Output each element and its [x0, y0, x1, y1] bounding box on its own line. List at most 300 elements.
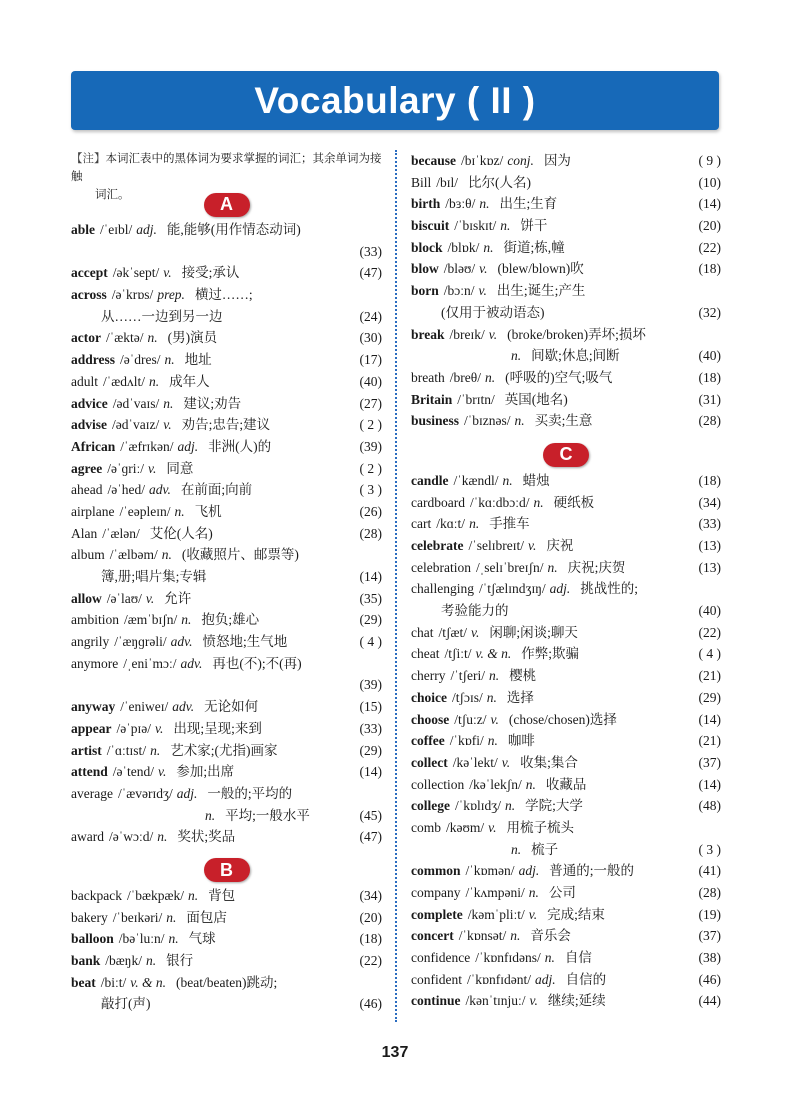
section-badge-c: C	[543, 443, 589, 467]
entry-phonetic: /ˈkɒfi/	[449, 733, 484, 749]
entry-word: company	[411, 885, 461, 900]
entry-phonetic: /kəmˈpliːt/	[467, 906, 525, 922]
entry-list-b-left	[71, 885, 382, 1015]
entry-row	[411, 709, 721, 731]
entry-phonetic: /əˈlaʊ/	[106, 590, 142, 606]
entry-definition: 收集;集合	[520, 754, 578, 770]
entry-continuation	[71, 241, 382, 263]
entry-page: (37)	[698, 754, 721, 770]
entry-word: break	[411, 326, 445, 342]
entry-definition: 面包店	[186, 909, 227, 925]
entry-page: (29)	[698, 689, 721, 705]
entry-definition: 能,能够(用作情态动词)	[166, 222, 301, 237]
entry-definition: 接受;承认	[181, 265, 240, 281]
entry-phonetic: /bɪˈkɒz/	[461, 153, 504, 168]
entry-continuation	[71, 993, 382, 1015]
entry-pos: n.	[469, 516, 480, 532]
entry-definition: 街道;栋,幢	[503, 239, 565, 255]
entry-page: (48)	[698, 798, 721, 814]
entry-page: (15)	[359, 699, 382, 715]
entry-definition: 普通的;一般的	[549, 863, 634, 879]
entry-definition: 梳子	[531, 841, 559, 857]
entry-page: (24)	[359, 308, 382, 324]
entry-row	[411, 470, 721, 492]
entry-phonetic: /ˈbækpæk/	[126, 887, 184, 903]
entry-row	[411, 410, 721, 432]
entry-row	[71, 761, 382, 783]
entry-row	[71, 479, 382, 501]
entry-definition: 奖状;奖品	[177, 829, 236, 845]
entry-word: comb	[411, 819, 441, 835]
entry-word: complete	[411, 906, 463, 922]
entry-definition: 艾伦(人名)	[149, 525, 213, 541]
entry-word: bakery	[71, 909, 108, 925]
entry-definition: 英国(地名)	[504, 391, 568, 407]
entry-word: advice	[71, 395, 108, 411]
entry-pos: n.	[486, 689, 497, 705]
entry-phonetic: /əkˈsept/	[112, 265, 160, 281]
entry-phonetic: /ˈbrɪtn/	[457, 391, 495, 407]
entry-word: ahead	[71, 482, 103, 498]
entry-definition: 庆祝;庆贺	[567, 559, 626, 575]
entry-pos: v.	[528, 906, 538, 922]
entry-row	[71, 783, 382, 805]
entry-page: (38)	[698, 950, 721, 966]
entry-word: Alan	[71, 525, 98, 541]
entry-page: (47)	[359, 829, 382, 845]
entry-phonetic: /kənˈtɪnjuː/	[465, 993, 526, 1009]
entry-pos: v.	[163, 417, 172, 433]
entry-phonetic: /bɔːn/	[443, 283, 475, 299]
entry-word: accept	[71, 265, 108, 281]
entry-word: anyway	[71, 699, 116, 715]
entry-definition: 允许	[164, 590, 192, 606]
entry-row	[71, 609, 382, 631]
entry-pos: n.	[510, 928, 521, 944]
entry-row	[411, 990, 721, 1012]
entry-page: (41)	[698, 863, 721, 879]
entry-phonetic: /ˈkɒlɪdʒ/	[454, 798, 502, 814]
entry-page: (18)	[698, 369, 721, 385]
entry-row	[71, 544, 382, 566]
entry-pos: n.	[505, 798, 516, 814]
entry-phonetic: /ˈbeɪkəri/	[112, 909, 163, 925]
entry-row	[411, 258, 721, 280]
entry-pos: v. & n.	[130, 974, 167, 990]
entry-definition: 买卖;生意	[534, 413, 593, 429]
entry-pos: n.	[500, 218, 511, 234]
entry-word: attend	[71, 764, 108, 780]
entry-word: adult	[71, 373, 98, 389]
entry-row	[411, 643, 721, 665]
section-c	[411, 440, 721, 470]
entry-definition: 挑战性的;	[580, 581, 639, 597]
entry-page: (45)	[359, 807, 382, 823]
entry-list-a	[71, 219, 382, 848]
note-label: 【注】	[71, 153, 106, 165]
entry-phonetic: /bɜːθ/	[445, 196, 476, 212]
entry-phonetic: /breɪk/	[449, 326, 485, 342]
entry-page: (29)	[359, 612, 382, 628]
note-line2: 词汇。	[95, 189, 130, 201]
entry-pos: n.	[174, 503, 185, 519]
entry-page: (27)	[359, 395, 382, 411]
entry-row	[71, 284, 382, 306]
entry-page: (14)	[359, 569, 382, 584]
note	[71, 150, 382, 201]
entry-pos: v. & n.	[475, 646, 512, 662]
entry-pos: n.	[163, 395, 174, 411]
entry-word: blow	[411, 261, 439, 277]
entry-row	[411, 389, 721, 411]
entry-page: (22)	[698, 239, 721, 255]
entry-continuation	[71, 674, 382, 696]
entry-pos: v.	[147, 460, 157, 476]
entry-pos: v.	[479, 261, 488, 277]
entry-word: breath	[411, 369, 445, 385]
entry-page: ( 9 )	[698, 153, 721, 168]
entry-row	[71, 653, 382, 675]
entry-word: agree	[71, 460, 103, 476]
entry-pos: n.	[157, 829, 168, 845]
entry-list-c	[411, 470, 721, 1012]
entry-definition: 闲聊;闲谈;聊天	[489, 624, 578, 640]
entry-phonetic: /ədˈvaɪz/	[112, 417, 160, 433]
entry-row	[411, 237, 721, 259]
entry-word: concert	[411, 928, 454, 944]
entry-phonetic: /tʃiːt/	[444, 646, 472, 662]
entry-row	[71, 501, 382, 523]
entry-word: average	[71, 785, 113, 801]
entry-pos: adv.	[172, 699, 195, 715]
entry-page: (13)	[698, 538, 721, 553]
entry-phonetic: /ˈeəpleɪn/	[119, 503, 171, 519]
entry-definition: 一般的;平均的	[207, 785, 293, 801]
entry-definition: 气球	[188, 931, 216, 947]
entry-row	[411, 774, 721, 796]
entry-phonetic: /ˈæŋɡrəli/	[114, 634, 167, 650]
entry-definition: 簿,册;唱片集;专辑	[101, 569, 207, 584]
entry-row	[411, 795, 721, 817]
entry-phonetic: /əˈtend/	[112, 764, 154, 780]
entry-row	[71, 523, 382, 545]
entry-pos: adv.	[148, 482, 171, 498]
entry-definition: 选择	[506, 689, 534, 705]
entry-word: biscuit	[411, 218, 450, 234]
entry-phonetic: /əˈpɪə/	[116, 720, 151, 736]
entry-phonetic: /əˈwɔːd/	[108, 829, 154, 845]
entry-pos: n.	[488, 668, 500, 684]
entry-pos: n.	[511, 348, 522, 364]
entry-definition: 作弊;欺骗	[521, 646, 579, 662]
entry-definition: (chose/chosen)选择	[508, 711, 617, 727]
entry-phonetic: /kəˈlekt/	[452, 754, 498, 770]
entry-definition: 学院;大学	[525, 798, 583, 814]
entry-definition: 银行	[166, 953, 194, 968]
entry-row	[71, 436, 382, 458]
entry-pos: conj.	[507, 153, 534, 168]
entry-definition: 背包	[208, 887, 236, 903]
entry-phonetic: /tʃɔɪs/	[452, 689, 483, 705]
entry-definition: (blew/blown)吹	[497, 261, 584, 277]
entry-pos: n.	[181, 612, 192, 628]
entry-page: (19)	[698, 906, 721, 922]
entry-continuation	[71, 306, 382, 328]
entry-definition: 同意	[166, 460, 194, 476]
entry-phonetic: /bləʊ/	[443, 261, 476, 277]
entry-page: (35)	[359, 590, 382, 606]
entry-page: (22)	[359, 953, 382, 968]
entry-phonetic: /ˈtʃeri/	[450, 668, 485, 684]
entry-phonetic: /ˌselɪˈbreɪʃn/	[475, 559, 544, 575]
entry-continuation	[411, 839, 721, 861]
entry-definition: (呼吸的)空气;吸气	[505, 369, 613, 385]
entry-definition: 蜡烛	[522, 472, 550, 488]
entry-page: (40)	[698, 603, 721, 619]
entry-pos: adj.	[136, 222, 157, 237]
entry-row	[411, 860, 721, 882]
entry-phonetic: /bɪl/	[436, 174, 459, 190]
entry-definition: 因为	[543, 153, 571, 168]
entry-row	[71, 696, 382, 718]
entry-definition: 庆祝	[546, 538, 574, 553]
entry-word: cart	[411, 516, 432, 532]
entry-word: airplane	[71, 503, 115, 519]
entry-row	[71, 262, 382, 284]
entry-row	[411, 557, 721, 579]
entry-word: confidence	[411, 950, 471, 966]
entry-page: ( 4 )	[359, 634, 382, 650]
entry-row	[411, 687, 721, 709]
entry-word: block	[411, 239, 443, 255]
entry-pos: adv.	[170, 634, 193, 650]
entry-page: (40)	[698, 348, 721, 364]
entry-word: backpack	[71, 887, 122, 903]
entry-phonetic: /bəˈluːn/	[118, 931, 165, 947]
entry-row	[411, 150, 721, 172]
entry-phonetic: /æmˈbɪʃn/	[124, 612, 178, 628]
entry-word: ambition	[71, 612, 119, 628]
entry-continuation	[71, 566, 382, 588]
entry-word: coffee	[411, 733, 445, 749]
entry-phonetic: /ˈævərɪdʒ/	[117, 785, 173, 801]
entry-phonetic: /ˈædʌlt/	[103, 373, 146, 389]
entry-page: (21)	[698, 733, 721, 749]
entry-word: continue	[411, 993, 461, 1009]
entry-word: African	[71, 438, 116, 454]
entry-row	[71, 972, 382, 994]
entry-word: angrily	[71, 634, 110, 650]
entry-page: (31)	[698, 391, 721, 407]
entry-page: (33)	[359, 720, 382, 736]
entry-row	[411, 367, 721, 389]
entry-word: address	[71, 352, 116, 368]
entry-row	[71, 414, 382, 436]
entry-pos: n.	[187, 887, 199, 903]
entry-row	[411, 193, 721, 215]
entry-page: (46)	[698, 971, 721, 987]
entry-phonetic: /ˈeɪbl/	[100, 222, 133, 237]
entry-page: (34)	[698, 494, 721, 510]
entry-definition: 手推车	[489, 516, 530, 532]
entry-word: bank	[71, 953, 101, 968]
entry-page: (14)	[698, 776, 721, 792]
entry-word: beat	[71, 974, 96, 990]
entry-row	[71, 718, 382, 740]
entry-page: ( 3 )	[698, 841, 721, 857]
entry-pos: n.	[502, 472, 513, 488]
entry-row	[71, 950, 382, 972]
entry-word: cardboard	[411, 494, 465, 510]
entry-phonetic: /bæŋk/	[105, 953, 142, 968]
entry-phonetic: /ˈæfrɪkən/	[120, 438, 174, 454]
entry-pos: v.	[154, 720, 164, 736]
entry-page: (18)	[698, 261, 721, 277]
entry-row	[71, 631, 382, 653]
entry-pos: n.	[547, 559, 558, 575]
entry-row	[71, 458, 382, 480]
entry-page: ( 2 )	[359, 460, 382, 476]
left-column	[71, 150, 382, 1015]
entry-page: (17)	[359, 352, 382, 368]
entry-pos: v.	[488, 819, 497, 835]
entry-phonetic: /ˈselɪbreɪt/	[468, 538, 524, 553]
entry-phonetic: /biːt/	[100, 974, 127, 990]
entry-word: business	[411, 413, 460, 429]
entry-pos: n.	[145, 953, 157, 968]
entry-page: (28)	[698, 413, 721, 429]
entry-page: ( 2 )	[359, 417, 382, 433]
entry-page: ( 4 )	[698, 646, 721, 662]
entry-definition: 抱负;雄心	[201, 612, 260, 628]
entry-word: Bill	[411, 174, 432, 190]
entry-pos: n.	[528, 885, 539, 900]
entry-pos: n.	[511, 841, 522, 857]
entry-phonetic: /əˈkrɒs/	[111, 287, 154, 303]
entry-word: appear	[71, 720, 112, 736]
entry-definition: 从……一边到另一边	[101, 308, 223, 324]
page-number: 137	[381, 1044, 409, 1061]
entry-definition: 收藏品	[545, 776, 587, 792]
entry-definition: 成年人	[169, 373, 210, 389]
title-banner	[71, 71, 719, 130]
entry-phonetic: /ˈkʌmpəni/	[465, 885, 525, 900]
entry-definition: 非洲(人)的	[208, 438, 272, 454]
entry-phonetic: /tʃuːz/	[454, 711, 487, 727]
entry-pos: v.	[527, 538, 537, 553]
entry-phonetic: /əˈhed/	[107, 482, 145, 498]
entry-row	[411, 817, 721, 839]
section-b	[71, 856, 382, 885]
entry-pos: v.	[471, 624, 480, 640]
entry-word: award	[71, 829, 104, 845]
entry-page: (32)	[698, 304, 721, 320]
entry-row	[411, 730, 721, 752]
entry-row	[411, 925, 721, 947]
entry-page: (29)	[359, 742, 382, 758]
section-badge-a: A	[204, 193, 250, 217]
entry-word: Britain	[411, 391, 453, 407]
entry-phonetic: /əˈɡriː/	[107, 460, 144, 476]
entry-page: (26)	[359, 503, 382, 519]
entry-phonetic: /kəʊm/	[446, 819, 485, 835]
entry-row	[411, 947, 721, 969]
entry-pos: n.	[479, 196, 490, 212]
entry-definition: 樱桃	[509, 668, 537, 684]
entry-word: album	[71, 547, 105, 563]
entry-pos: adv.	[180, 655, 203, 671]
entry-row	[71, 371, 382, 393]
entry-page: (37)	[698, 928, 721, 944]
entry-continuation	[411, 345, 721, 367]
entry-pos: n.	[544, 950, 555, 966]
entry-word: allow	[71, 590, 102, 606]
entry-phonetic: /ˈbɪznəs/	[464, 413, 511, 429]
entry-row	[411, 492, 721, 514]
entry-row	[71, 327, 382, 349]
entry-definition: 地址	[184, 352, 212, 368]
entry-phonetic: /ˈælən/	[102, 525, 140, 541]
entry-word: choose	[411, 711, 450, 727]
entry-page: (33)	[359, 243, 382, 259]
entry-pos: v.	[501, 754, 511, 770]
entry-phonetic: /kəˈlekʃn/	[469, 776, 522, 792]
entry-phonetic: /blɒk/	[447, 239, 480, 255]
entry-row	[411, 280, 721, 302]
entry-page: (13)	[698, 559, 721, 575]
entry-phonetic: /ˈæktə/	[105, 330, 144, 346]
entry-definition: 横过……;	[194, 287, 253, 303]
entry-continuation	[71, 805, 382, 827]
entry-definition: 用梳子梳头	[506, 819, 575, 835]
entry-word: cherry	[411, 668, 446, 684]
entry-pos: n.	[205, 807, 216, 823]
entry-page: (40)	[359, 373, 382, 389]
entry-phonetic: /ˈeniweɪ/	[120, 699, 169, 715]
entry-row	[71, 588, 382, 610]
entry-phonetic: /ˈkɒnsət/	[458, 928, 507, 944]
entry-definition: 自信	[564, 950, 592, 966]
entry-page: ( 3 )	[359, 482, 382, 498]
entry-page: (14)	[359, 764, 382, 780]
entry-definition: 劝告;忠告;建议	[181, 417, 271, 433]
entry-pos: v.	[163, 265, 172, 281]
entry-phonetic: /ˈtʃælɪndʒɪŋ/	[478, 581, 546, 597]
entry-pos: v.	[488, 326, 498, 342]
entry-page: (20)	[698, 218, 721, 234]
entry-pos: v.	[145, 590, 155, 606]
entry-word: anymore	[71, 655, 119, 671]
entry-phonetic: /ˈkændl/	[453, 472, 499, 488]
entry-row	[71, 885, 382, 907]
entry-definition: (仅用于被动语态)	[441, 304, 545, 320]
entry-word: collect	[411, 754, 448, 770]
entry-page: (28)	[359, 525, 382, 541]
entry-definition: 在前面;向前	[180, 482, 253, 498]
entry-word: common	[411, 863, 461, 879]
entry-page: (47)	[359, 265, 382, 281]
entry-phonetic: /tʃæt/	[438, 624, 468, 640]
entry-definition: 参加;出席	[176, 764, 235, 780]
entry-phonetic: /kɑːt/	[436, 516, 466, 532]
entry-definition: 硬纸板	[553, 494, 595, 510]
entry-pos: n.	[483, 239, 494, 255]
entry-pos: adj.	[176, 785, 198, 801]
column-divider	[395, 150, 397, 1022]
entry-row	[71, 826, 382, 848]
entry-page: (39)	[359, 677, 382, 693]
entry-page: (46)	[359, 996, 382, 1012]
